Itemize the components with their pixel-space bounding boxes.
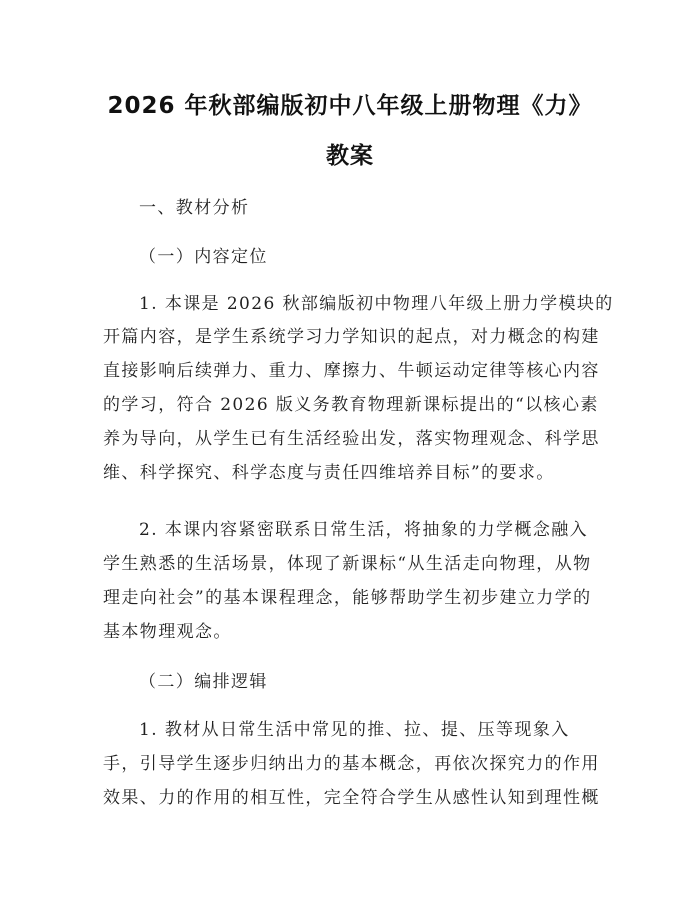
paragraph-1-line: 的学习，符合 2026 版义务教育物理新课标提出的“以核心素 bbox=[103, 395, 599, 415]
paragraph-1-line: 直接影响后续弹力、重力、摩擦力、牛顿运动定律等核心内容 bbox=[103, 361, 600, 381]
subsection-heading-arrangement-logic: （二）编排逻辑 bbox=[139, 672, 268, 692]
paragraph-3-line: 1. 教材从日常生活中常见的推、拉、提、压等现象入 bbox=[139, 720, 570, 740]
subsection-heading-content-positioning: （一）内容定位 bbox=[139, 247, 268, 267]
paragraph-1-line: 维、科学探究、科学态度与责任四维培养目标”的要求。 bbox=[103, 463, 555, 483]
paragraph-2-line: 学生熟悉的生活场景，体现了新课标“从生活走向物理，从物 bbox=[103, 554, 592, 574]
paragraph-3-line: 效果、力的作用的相互性，完全符合学生从感性认知到理性概 bbox=[103, 788, 600, 808]
document-title-line2: 教案 bbox=[326, 143, 374, 169]
paragraph-2-line: 理走向社会”的基本课程理念，能够帮助学生初步建立力学的 bbox=[103, 588, 592, 608]
paragraph-1-line: 开篇内容，是学生系统学习力学知识的起点，对力概念的构建 bbox=[103, 327, 600, 347]
document-title-line1: 2026 年秋部编版初中八年级上册物理《力》 bbox=[107, 93, 593, 119]
paragraph-2-line: 2. 本课内容紧密联系日常生活，将抽象的力学概念融入 bbox=[139, 520, 589, 540]
section-heading-textbook-analysis: 一、教材分析 bbox=[139, 198, 250, 218]
paragraph-1-line: 1. 本课是 2026 秋部编版初中物理八年级上册力学模块的 bbox=[139, 294, 614, 314]
paragraph-1-line: 养为导向，从学生已有生活经验出发，落实物理观念、科学思 bbox=[103, 429, 600, 449]
paragraph-3-line: 手，引导学生逐步归纳出力的基本概念，再依次探究力的作用 bbox=[103, 754, 600, 774]
paragraph-2-line: 基本物理观念。 bbox=[103, 622, 232, 642]
